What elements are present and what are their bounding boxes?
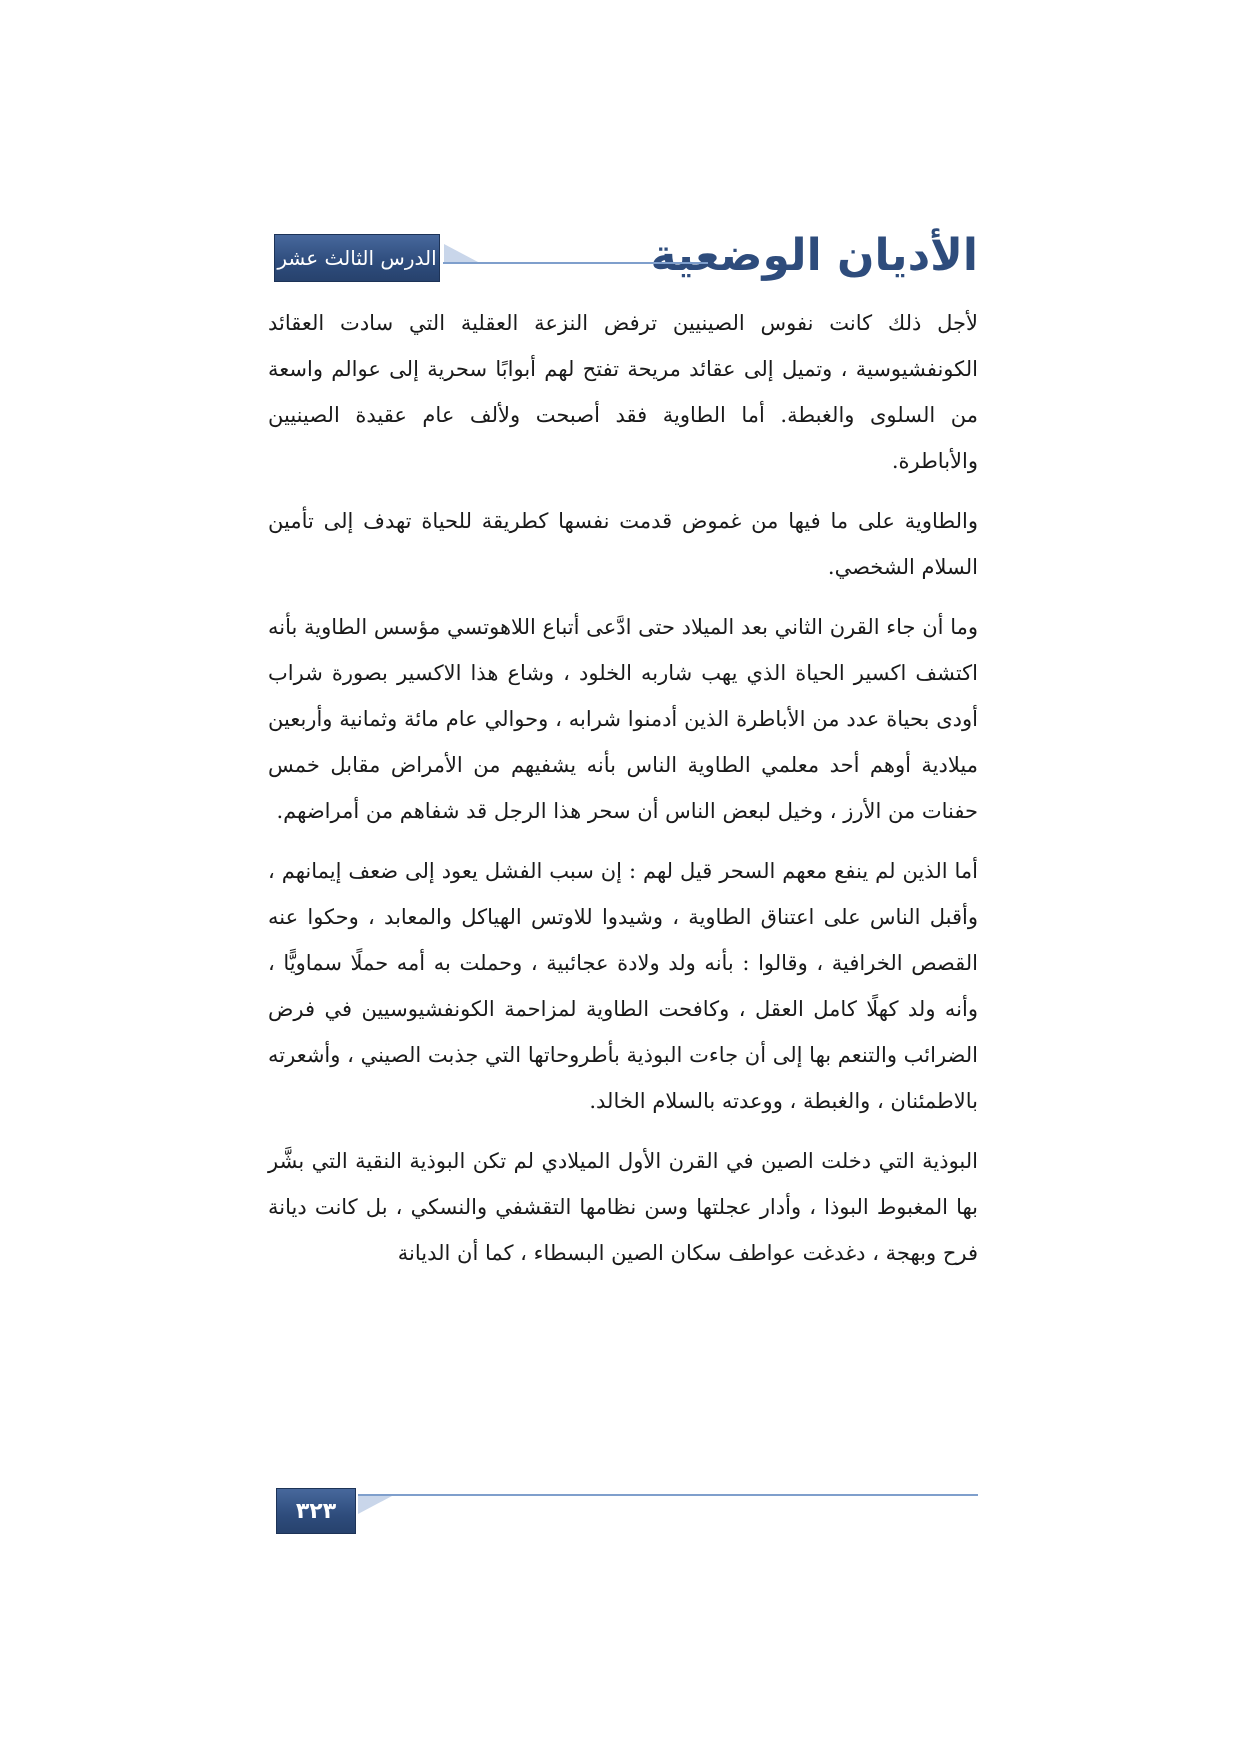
paragraph-5: البوذية التي دخلت الصين في القرن الأول الميلادي لم تكن البوذية النقية التي بشَّر بها المغبوط البوذا ، وأدار عجلتها وسن نظامها التقشفي والنسكي ، بل كانت ديانة فرح وبهجة ، دغدغت عواطف سكان الصين البسطاء ، كما أن الديانة [268,1149,978,1265]
page-footer [268,1482,978,1542]
page-number: ٣٢٣ [295,1498,337,1524]
lesson-badge [274,234,440,282]
book-title: الأديان الوضعية [650,230,978,281]
header-rule [443,262,708,264]
page-header [268,228,978,288]
header-wedge [444,244,478,262]
lesson-label: الدرس الثالث عشر [277,246,437,270]
page-number-badge [276,1488,356,1534]
footer-rule [358,1494,978,1496]
paragraph-4: أما الذين لم ينفع معهم السحر قيل لهم : إن سبب الفشل يعود إلى ضعف إيمانهم ، وأقبل الناس على اعتناق الطاوية ، وشيدوا للاوتس الهياكل والمعابد ، وحكوا عنه القصص الخرافية ، وقالوا : بأنه ولد ولادة عجائبية ، وحملت به أمه حملًا سماويًّا ، وأنه ولد كهلًا كامل العقل ، وكافحت الطاوية لمزاحمة الكونفشيوسيين في فرض الضرائب والتنعم بها إلى أن جاءت البوذية بأطروحاتها التي جذبت الصيني ، وأشعرته بالاطمئنان ، والغبطة ، ووعدته بالسلام الخالد. [268,859,978,1113]
paragraph-3: وما أن جاء القرن الثاني بعد الميلاد حتى ادَّعى أتباع اللاهوتسي مؤسس الطاوية بأنه اكتشف اكسير الحياة الذي يهب شاربه الخلود ، وشاع هذا الاكسير بصورة شراب أودى بحياة عدد من الأباطرة الذين أدمنوا شرابه ، وحوالي عام مائة وثمانية وأربعين ميلادية أوهم أحد معلمي الطاوية الناس بأنه يشفيهم من الأمراض مقابل خمس حفنات من الأرز ، وخيل لبعض الناس أن سحر هذا الرجل قد شفاهم من أمراضهم. [268,615,978,823]
body-text [268,300,978,1290]
footer-wedge [358,1496,392,1514]
paragraph-2: والطاوية على ما فيها من غموض قدمت نفسها كطريقة للحياة تهدف إلى تأمين السلام الشخصي. [268,509,978,579]
paragraph-1: لأجل ذلك كانت نفوس الصينيين ترفض النزعة العقلية التي سادت العقائد الكونفشيوسية ، وتميل إلى عقائد مريحة تفتح لهم أبوابًا سحرية إلى عوالم واسعة من السلوى والغبطة. أما الطاوية فقد أصبحت ولألف عام عقيدة الصينيين والأباطرة. [268,311,978,473]
